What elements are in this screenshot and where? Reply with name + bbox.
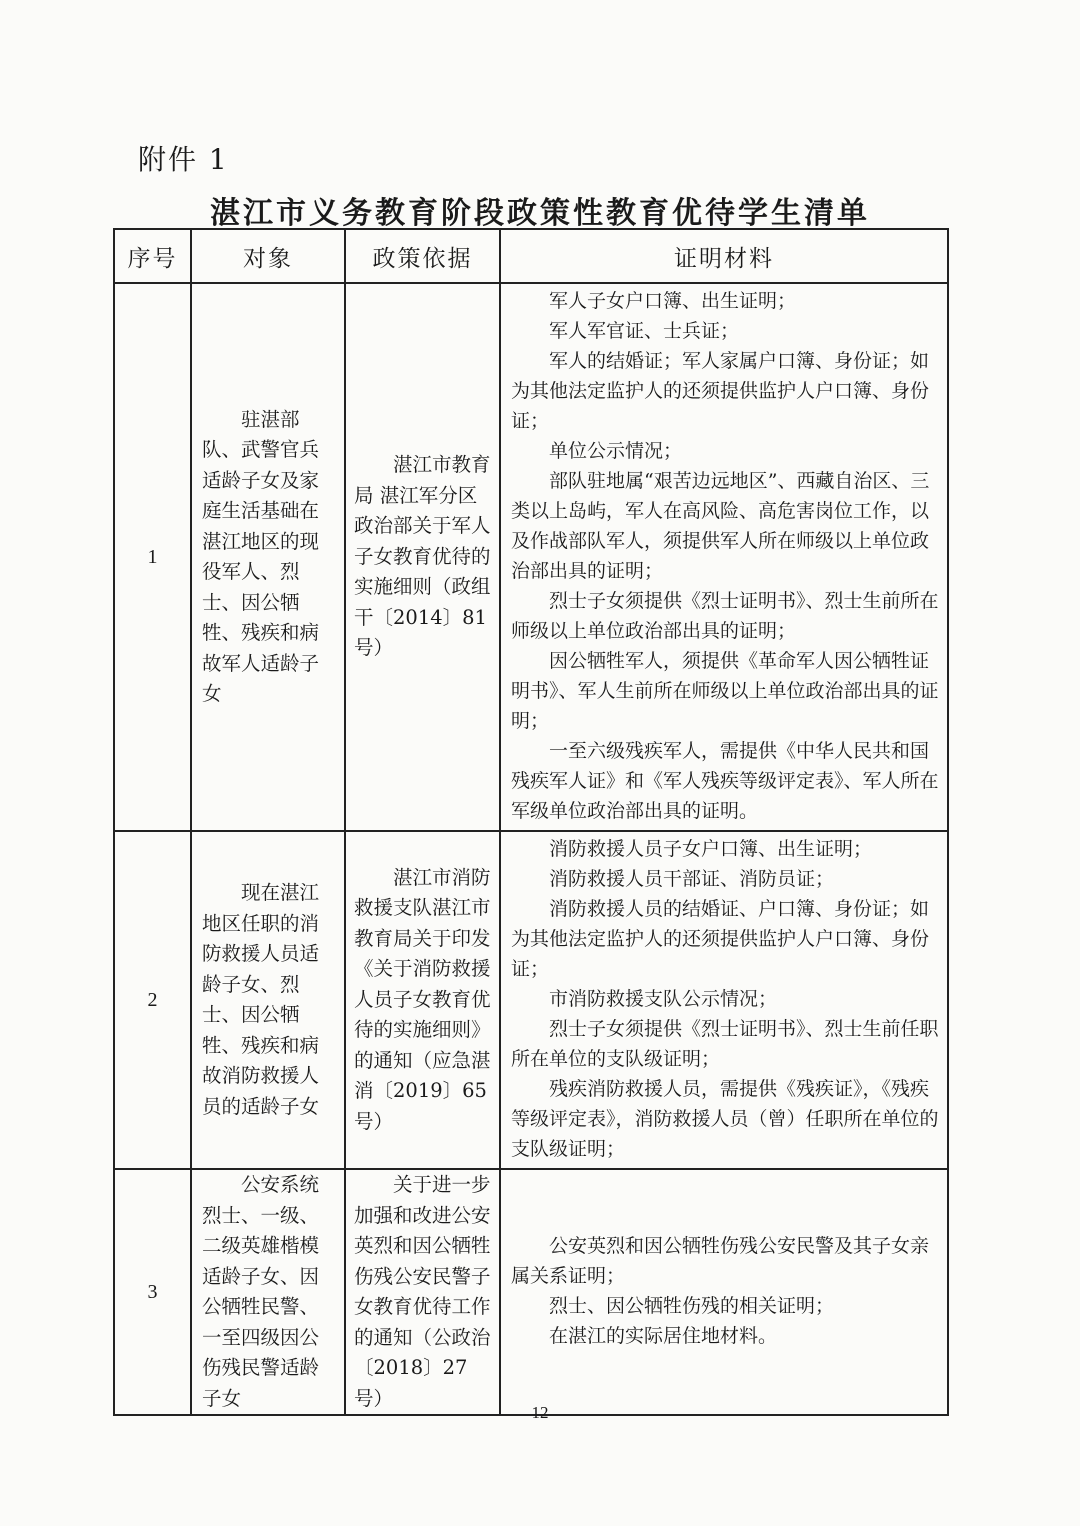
- row-seq: 1: [114, 283, 191, 831]
- table-header-row: [114, 229, 948, 283]
- row-proof: [500, 283, 948, 831]
- basis-text: 湛江市教育局 湛江军分区政治部关于军人子女教育优待的实施细则（政组干〔2014〕81 号）: [354, 453, 491, 660]
- proof-item: 在湛江的实际居住地材料。: [549, 1325, 778, 1347]
- proof-item: 烈士子女须提供《烈士证明书》、烈士生前所在师级以上单位政治部出具的证明；: [511, 590, 939, 642]
- header-proof: 证明材料: [500, 229, 948, 283]
- table-row: [114, 283, 948, 831]
- row-basis: [345, 1169, 500, 1415]
- header-basis: 政策依据: [345, 229, 500, 283]
- row-subject: [191, 283, 345, 831]
- proof-item: 军人的结婚证；军人家属户口簿、身份证；如为其他法定监护人的还须提供监护人户口簿、身份证；: [511, 350, 930, 432]
- page-number: 12: [531, 1403, 549, 1422]
- basis-text: 关于进一步加强和改进公安英烈和因公牺牲伤残公安民警子女教育优待工作的通知（公政治〔2018〕27 号）: [354, 1173, 491, 1410]
- proof-item: 因公牺牲军人，须提供《革命军人因公牺牲证明书》、军人生前所在师级以上单位政治部出具的证明；: [511, 650, 939, 732]
- header-seq: 序号: [114, 229, 191, 283]
- row-seq: 3: [114, 1169, 191, 1415]
- proof-item: 军人军官证、士兵证；: [549, 320, 740, 342]
- header-subject: 对象: [191, 229, 345, 283]
- proof-item: 部队驻地属“艰苦边远地区”、西藏自治区、三类以上岛屿，军人在高风险、高危害岗位工作，以及作战部队军人，须提供军人所在师级以上单位政治部出具的证明；: [511, 470, 930, 582]
- proof-item: 残疾消防救援人员，需提供《残疾证》，《残疾等级评定表》，消防救援人员（曾）任职所在单位的支队级证明；: [511, 1078, 939, 1160]
- proof-item: 市消防救援支队公示情况；: [549, 988, 778, 1010]
- policy-table: [113, 228, 949, 1416]
- subject-text: 现在湛江地区任职的消防救援人员适龄子女、烈士、因公牺牲、残疾和病故消防救援人员的适龄子女: [202, 881, 320, 1118]
- basis-text: 湛江市消防救援支队湛江市教育局关于印发《关于消防救援人员子女教育优待的实施细则》的通知（应急湛消〔2019〕65 号）: [354, 865, 491, 1133]
- row-proof: [500, 1169, 948, 1415]
- proof-item: 消防救援人员的结婚证、户口簿、身份证；如为其他法定监护人的还须提供监护人户口簿、身份证；: [511, 898, 930, 980]
- attachment-label: 附件 1: [138, 143, 229, 176]
- table-row: [114, 1169, 948, 1415]
- proof-item: 一至六级残疾军人，需提供《中华人民共和国残疾军人证》和《军人残疾等级评定表》、军人所在军级单位政治部出具的证明。: [511, 740, 939, 822]
- table-row: [114, 831, 948, 1169]
- proof-item: 单位公示情况；: [549, 440, 683, 462]
- proof-item: 烈士、因公牺牲伤残的相关证明；: [549, 1295, 835, 1317]
- row-seq: 2: [114, 831, 191, 1169]
- proof-item: 消防救援人员子女户口簿、出生证明；: [549, 838, 873, 860]
- row-subject: [191, 1169, 345, 1415]
- proof-item: 军人子女户口簿、出生证明；: [549, 290, 797, 312]
- row-subject: [191, 831, 345, 1169]
- subject-text: 公安系统烈士、一级、二级英雄楷模适龄子女、因公牺牲民警、一至四级因公伤残民警适龄子女: [202, 1173, 320, 1410]
- row-basis: [345, 283, 500, 831]
- row-basis: [345, 831, 500, 1169]
- proof-item: 公安英烈和因公牺牲伤残公安民警及其子女亲属关系证明；: [511, 1235, 930, 1287]
- proof-item: 烈士子女须提供《烈士证明书》、烈士生前任职所在单位的支队级证明；: [511, 1018, 939, 1070]
- proof-item: 消防救援人员干部证、消防员证；: [549, 868, 835, 890]
- document-title: 湛江市义务教育阶段政策性教育优待学生清单: [210, 196, 870, 231]
- subject-text: 驻湛部队、武警官兵适龄子女及家庭生活基础在湛江地区的现役军人、烈士、因公牺牲、残疾和病故军人适龄子女: [202, 407, 320, 705]
- row-proof: [500, 831, 948, 1169]
